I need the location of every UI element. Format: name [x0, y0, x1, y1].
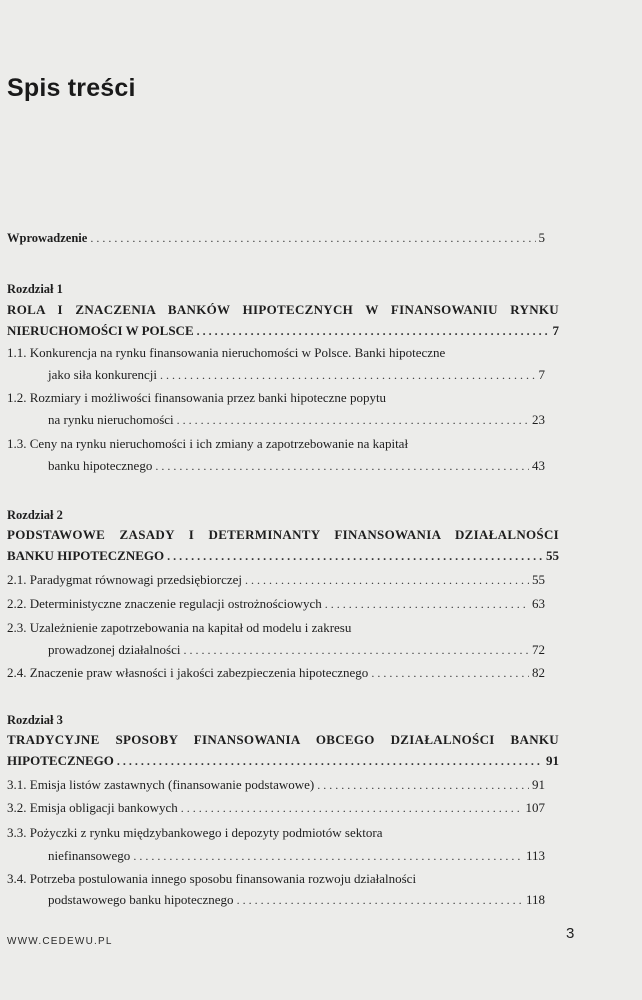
- toc-entry-section[interactable]: [48, 642, 545, 662]
- chapter-title-end: HIPOTECZNEGO: [7, 753, 114, 768]
- toc-section-title: 3.3. Pożyczki z rynku międzybankowego i depozyty podmiotów sektora: [7, 825, 383, 840]
- chapter-label: Rozdział 2: [7, 508, 63, 522]
- page-title: Spis treści: [7, 74, 136, 102]
- toc-entry-section[interactable]: [48, 458, 545, 478]
- toc-entry-section[interactable]: [7, 572, 545, 592]
- toc-page-number: 91: [532, 777, 545, 792]
- toc-section-title: 2.3. Uzależnienie zapotrzebowania na kapitał od modelu i zakresu: [7, 620, 352, 635]
- leader-dots: [245, 573, 529, 588]
- toc-section-title: 2.1. Paradygmat równowagi przedsiębiorczej: [7, 572, 243, 587]
- leader-dots: [325, 597, 529, 612]
- toc-entry-section[interactable]: [48, 412, 545, 432]
- toc-entry-chapter[interactable]: [7, 753, 559, 773]
- chapter-title: PODSTAWOWE ZASADY I DETERMINANTY FINANSOWANIA DZIAŁALNOŚCI: [7, 527, 559, 542]
- chapter-label: Rozdział 1: [7, 282, 63, 296]
- toc-section-title: 2.2. Deterministyczne znaczenie regulacji ostrożnościowych: [7, 596, 322, 611]
- toc-section-title-end: banku hipotecznego: [48, 458, 153, 473]
- toc-entry-label: Wprowadzenie: [7, 231, 88, 245]
- toc-entry-section[interactable]: [48, 892, 545, 912]
- chapter-title-end: NIERUCHOMOŚCI W POLSCE: [7, 323, 194, 338]
- toc-entry-chapter[interactable]: [7, 548, 559, 568]
- toc-page-number: 23: [532, 412, 545, 427]
- leader-dots: [181, 801, 523, 816]
- leader-dots: [177, 413, 529, 428]
- toc-page-number: 43: [532, 458, 545, 473]
- leader-dots: [160, 368, 535, 383]
- toc-section-title: 2.4. Znaczenie praw własności i jakości zabezpieczenia hipotecznego: [7, 665, 369, 680]
- toc-section-title-end: jako siła konkurencji: [48, 367, 158, 382]
- toc-page-number: 7: [552, 323, 559, 338]
- toc-section-title: 1.3. Ceny na rynku nieruchomości i ich zmiany a zapotrzebowanie na kapitał: [7, 436, 409, 451]
- toc-section-title-end: niefinansowego: [48, 848, 131, 863]
- leader-dots: [183, 643, 529, 658]
- leader-dots: [237, 893, 523, 908]
- toc-page-number: 113: [525, 848, 545, 863]
- toc-section-title-end: na rynku nieruchomości: [48, 412, 174, 427]
- page-number: 3: [566, 925, 575, 942]
- toc-page-number: 55: [532, 572, 545, 587]
- chapter-title-end: BANKU HIPOTECZNEGO: [7, 548, 165, 563]
- leader-dots: [155, 459, 529, 474]
- leader-dots: [371, 666, 529, 681]
- toc-section-title: 1.1. Konkurencja na rynku finansowania nieruchomości w Polsce. Banki hipoteczne: [7, 345, 446, 360]
- toc-entry-section[interactable]: [7, 596, 545, 616]
- toc-entry-section[interactable]: [7, 665, 545, 685]
- toc-entry-chapter[interactable]: [7, 323, 559, 343]
- toc-page-number: 5: [538, 230, 545, 245]
- toc-page-number: 55: [546, 548, 559, 563]
- toc-entry-section[interactable]: [48, 367, 545, 387]
- toc-page-number: 82: [532, 665, 545, 680]
- leader-dots: [90, 231, 535, 246]
- toc-page-number: 72: [532, 642, 545, 657]
- toc-page-number: 7: [538, 367, 545, 382]
- toc-entry-section[interactable]: [7, 777, 545, 797]
- toc-entry-section[interactable]: [48, 848, 545, 868]
- leader-dots: [117, 754, 543, 769]
- toc-page-number: 107: [525, 800, 545, 815]
- toc-page-number: 63: [532, 596, 545, 611]
- leader-dots: [133, 849, 523, 864]
- chapter-title: TRADYCYJNE SPOSOBY FINANSOWANIA OBCEGO DZIAŁALNOŚCI BANKU: [7, 732, 559, 747]
- toc-entry-section[interactable]: [7, 800, 545, 820]
- toc-section-title: 3.2. Emisja obligacji bankowych: [7, 800, 178, 815]
- toc-page-number: 118: [525, 892, 545, 907]
- leader-dots: [197, 324, 550, 339]
- chapter-title: ROLA I ZNACZENIA BANKÓW HIPOTECZNYCH W FINANSOWANIU RYNKU: [7, 302, 559, 317]
- toc-section-title: 1.2. Rozmiary i możliwości finansowania przez banki hipoteczne popytu: [7, 390, 387, 405]
- toc-page-number: 91: [546, 753, 559, 768]
- publisher-url[interactable]: WWW.CEDEWU.PL: [7, 936, 113, 947]
- toc-section-title: 3.1. Emisja listów zastawnych (finansowanie podstawowe): [7, 777, 315, 792]
- leader-dots: [167, 549, 543, 564]
- toc-section-title-end: prowadzonej działalności: [48, 642, 181, 657]
- toc-entry-intro[interactable]: [7, 230, 545, 250]
- toc-section-title: 3.4. Potrzeba postulowania innego sposobu finansowania rozwoju działalności: [7, 871, 417, 886]
- chapter-label: Rozdział 3: [7, 713, 63, 727]
- toc-section-title-end: podstawowego banku hipotecznego: [48, 892, 234, 907]
- leader-dots: [317, 778, 529, 793]
